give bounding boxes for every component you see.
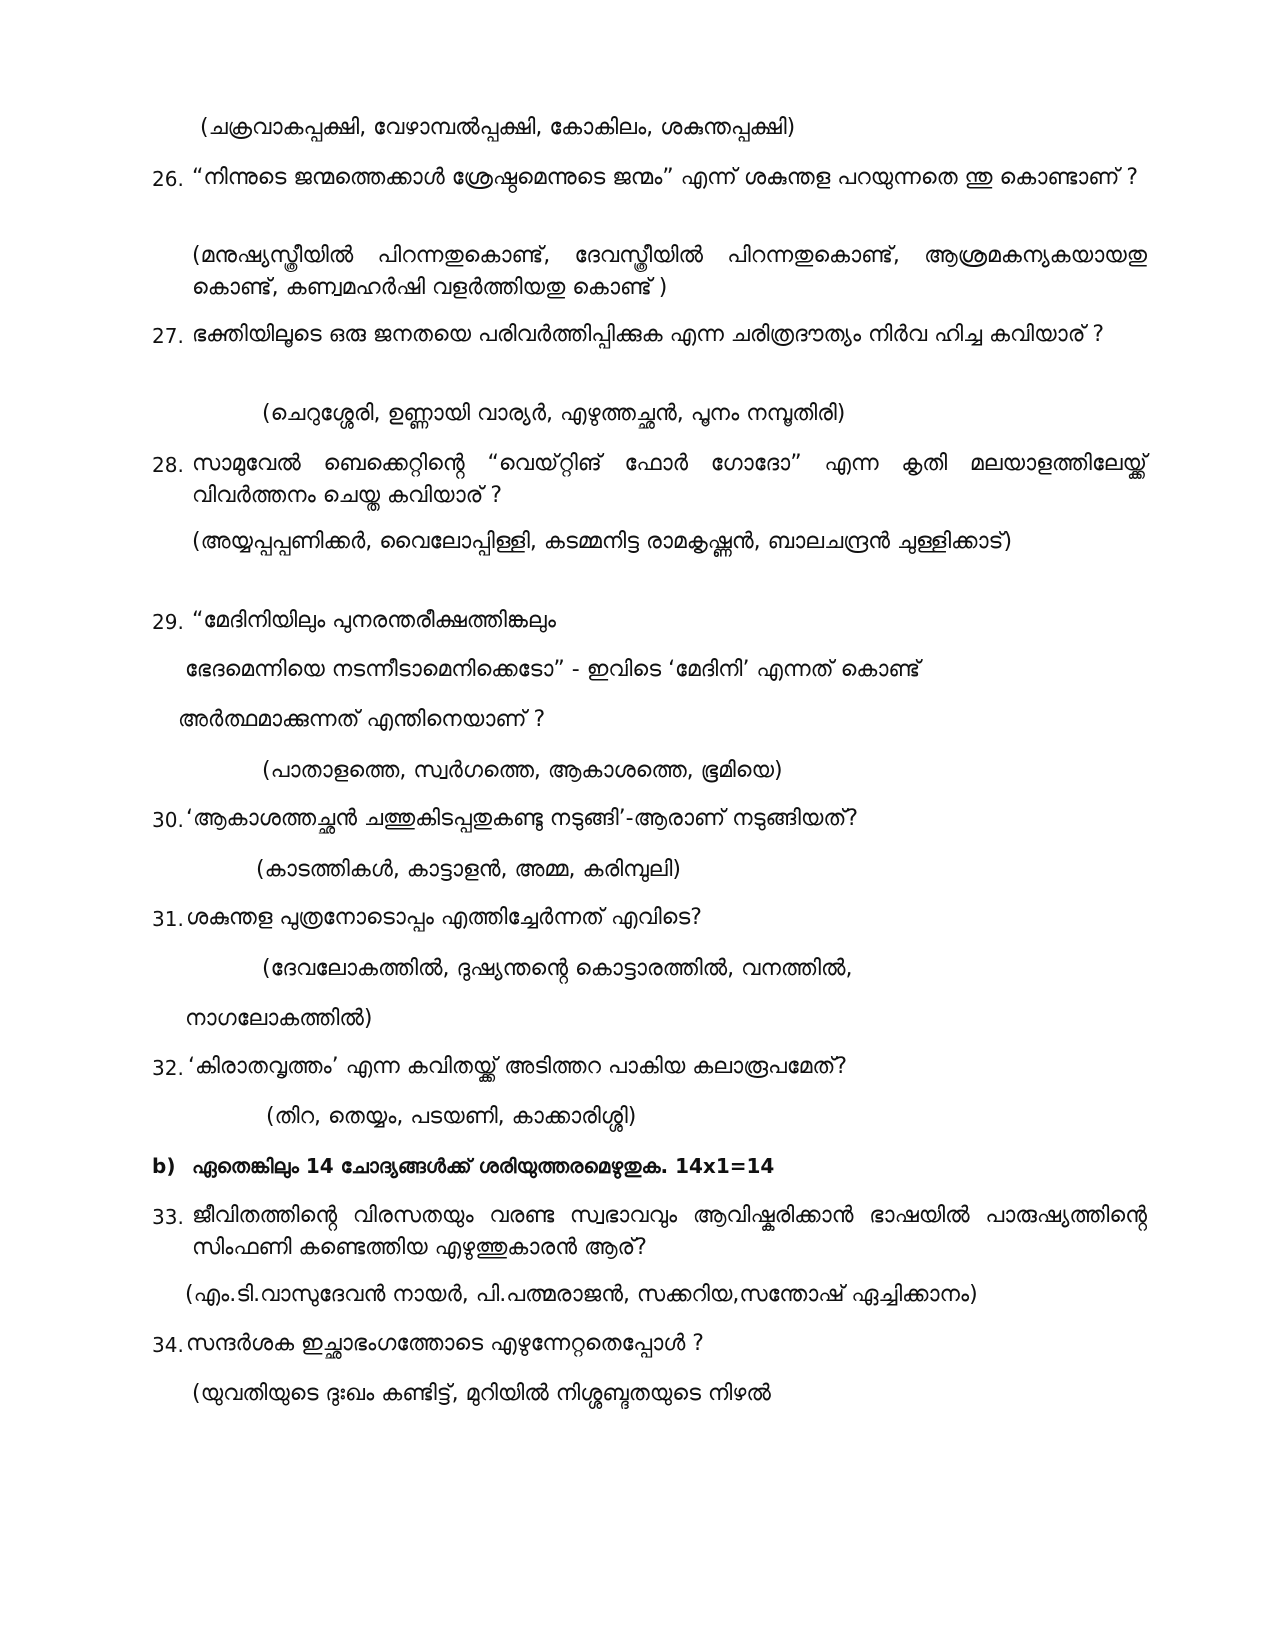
q29-number: 29. [152, 610, 184, 634]
q30-number: 30. [152, 808, 184, 832]
q30-text: ‘ആകാശത്തച്ഛൻ ചത്തുകിടപ്പതുകണ്ടു നടുങ്ങി’-ആരാണ് നടുങ്ങിയത്? [186, 806, 859, 831]
q26-number: 26. [152, 167, 184, 191]
q25-options: (ചക്രവാകപ്പക്ഷി, വേഴാമ്പൽപ്പക്ഷി, കോകിലം, ശകുന്തപ്പക്ഷി) [200, 115, 796, 140]
q27-options: (ചെറുശ്ശേരി, ഉണ്ണായി വാര്യർ, എഴുത്തച്ഛൻ, പൂനം നമ്പൂതിരി) [262, 401, 846, 426]
q26-text: “നിന്നുടെ ജന്മത്തെക്കാൾ ശ്രേഷ്ഠമെന്നുടെ ജന്മം” എന്ന് ശകുന്തള പറയുന്നതെ ന്തു കൊണ്ടാണ് ? [192, 165, 1139, 190]
section-b-label: b) [152, 1154, 176, 1178]
q33-options: (എം.ടി.വാസുദേവൻ നായർ, പി.പത്മരാജൻ, സക്കറിയ,സന്തോഷ് ഏച്ചിക്കാനം) [185, 1282, 978, 1307]
q26-options: (മനുഷ്യസ്ത്രീയിൽ പിറന്നതുകൊണ്ട്, ദേവസ്ത്രീയിൽ പിറന്നതുകൊണ്ട്, ആശ്രമകന്യകയായതു കൊണ്ട്, കണ്വമഹർഷി വളർത്തിയതു കൊണ്ട് ) [192, 243, 1147, 300]
section-b-heading [152, 1150, 774, 1182]
q34-text: സന്ദർശക ഇച്ഛാഭംഗത്തോടെ എഴുന്നേറ്റതെപ്പോൾ ? [186, 1331, 704, 1356]
q27-number: 27. [152, 324, 184, 348]
q33-text: ജീവിതത്തിൻ്റെ വിരസതയും വരണ്ട സ്വഭാവവും ആവിഷ്കരിക്കാൻ ഭാഷയിൽ പാരുഷ്യത്തിൻ്റെ സിംഫണി കണ്ടെത്തിയ എഴുത്തുകാരൻ ആര്? [192, 1203, 1147, 1260]
q29-line1: “മേദിനിയിലും പുനരന്തരീക്ഷത്തിങ്കലും [192, 608, 556, 633]
q31-text: ശകുന്തള പുത്രനോടൊപ്പം എത്തിച്ചേർന്നത് എവിടെ? [186, 905, 702, 930]
q33-number: 33. [152, 1205, 184, 1229]
q34-number: 34. [152, 1333, 184, 1357]
q29-line2: ഭേദമെന്നിയെ നടന്നീടാമെനിക്കെടോ” - ഇവിടെ ‘മേദിനി’ എന്നത് കൊണ്ട് [185, 657, 921, 682]
q29-line3: അർത്ഥമാക്കുന്നത് എന്തിനെയാണ് ? [178, 707, 546, 732]
q29-options: (പാതാളത്തെ, സ്വർഗത്തെ, ആകാശത്തെ, ഭൂമിയെ) [262, 758, 783, 783]
q32-number: 32. [152, 1056, 184, 1080]
q31-options-cont: നാഗലോകത്തിൽ) [185, 1006, 373, 1031]
q31-options: (ദേവലോകത്തിൽ, ദുഷ്യന്തൻ്റെ കൊട്ടാരത്തിൽ, വനത്തിൽ, [262, 956, 853, 981]
q31-number: 31. [152, 907, 184, 931]
q30-options: (കാടത്തികൾ, കാട്ടാളൻ, അമ്മ, കരിമ്പുലി) [256, 857, 681, 882]
q28-number: 28. [152, 453, 184, 477]
q34-options: (യുവതിയുടെ ദുഃഖം കണ്ടിട്ട്, മുറിയിൽ നിശ്ശബ്ദതയുടെ നിഴൽ [192, 1381, 771, 1406]
q28-text: സാമുവേൽ ബെക്കെറ്റിൻ്റെ “വെയ്റ്റിങ് ഫോർ ഗോദോ” എന്ന കൃതി മലയാളത്തിലേയ്ക്ക് വിവർത്തനം ചെയ്ത കവിയാര് ? [192, 451, 1147, 508]
q32-options: (തിറ, തെയ്യം, പടയണി, കാക്കാരിശ്ശി) [266, 1104, 637, 1129]
section-b-text: ഏതെങ്കിലും 14 ചോദ്യങ്ങൾക്ക് ശരിയുത്തരമെഴുതുക. 14x1=14 [192, 1154, 775, 1178]
q32-text: ‘കിരാതവൃത്തം’ എന്ന കവിതയ്ക്ക് അടിത്തറ പാകിയ കലാരൂപമേത്? [188, 1054, 848, 1079]
q27-text: ഭക്തിയിലൂടെ ഒരു ജനതയെ പരിവർത്തിപ്പിക്കുക എന്ന ചരിത്രദൗത്യം നിർവ ഹിച്ച കവിയാര് ? [192, 322, 1105, 347]
q28-options: (അയ്യപ്പപ്പണിക്കർ, വൈലോപ്പിള്ളി, കടമ്മനിട്ട രാമകൃഷ്ണൻ, ബാലചന്ദ്രൻ ചുള്ളിക്കാട്) [192, 529, 1013, 554]
